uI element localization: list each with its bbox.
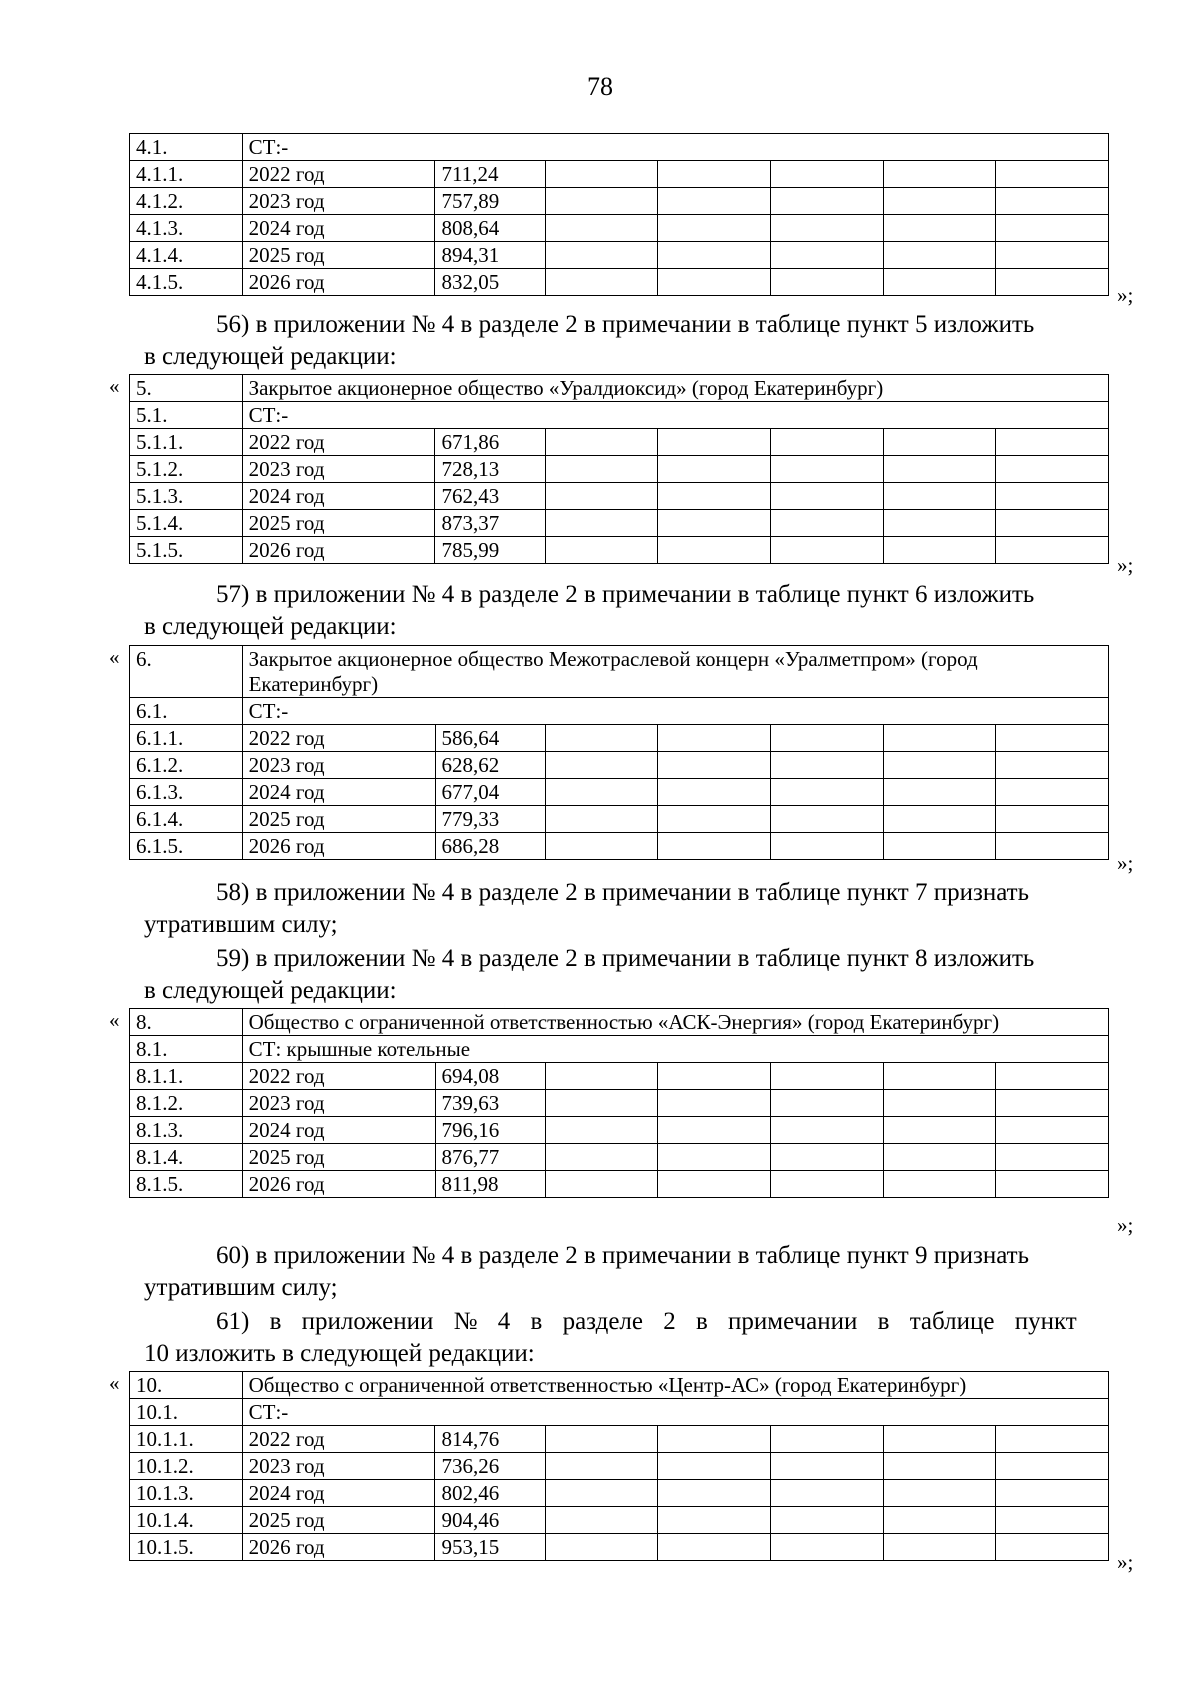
empty-cell: [771, 1144, 884, 1171]
empty-cell: [658, 725, 771, 752]
empty-cell: [883, 510, 996, 537]
empty-cell: [883, 269, 996, 296]
empty-cell: [883, 725, 996, 752]
empty-cell: [771, 1507, 884, 1534]
row-number-cell: 10.1.3.: [130, 1480, 243, 1507]
empty-cell: [771, 269, 884, 296]
empty-cell: [883, 1117, 996, 1144]
year-cell: 2024 год: [242, 1117, 435, 1144]
empty-cell: [771, 483, 884, 510]
table-item-6: [129, 645, 1109, 860]
value-cell: 894,31: [435, 242, 545, 269]
year-cell: 2022 год: [242, 161, 435, 188]
year-cell: 2024 год: [242, 215, 435, 242]
empty-cell: [545, 725, 658, 752]
empty-cell: [771, 833, 884, 860]
row-number-cell: 4.1.2.: [130, 188, 243, 215]
empty-cell: [658, 269, 771, 296]
row-number-cell: 8.1.4.: [130, 1144, 243, 1171]
empty-cell: [658, 1480, 771, 1507]
value-cell: 711,24: [435, 161, 545, 188]
empty-cell: [771, 1453, 884, 1480]
empty-cell: [996, 806, 1109, 833]
table-row: [130, 1063, 1109, 1090]
empty-cell: [545, 456, 658, 483]
value-cell: 785,99: [435, 537, 545, 564]
year-cell: 2026 год: [242, 269, 435, 296]
empty-cell: [996, 161, 1109, 188]
empty-cell: [771, 1117, 884, 1144]
empty-cell: [771, 806, 884, 833]
empty-cell: [658, 537, 771, 564]
year-cell: 2025 год: [242, 1144, 435, 1171]
year-cell: 2023 год: [242, 1090, 435, 1117]
empty-cell: [771, 1171, 884, 1198]
row-name-cell: СТ:-: [242, 402, 1108, 429]
empty-cell: [883, 779, 996, 806]
table-row: [130, 1534, 1109, 1561]
year-cell: 2025 год: [242, 242, 435, 269]
paragraph-57: [144, 579, 1144, 643]
year-cell: 2022 год: [242, 725, 435, 752]
empty-cell: [996, 510, 1109, 537]
row-number-cell: 6.: [130, 646, 243, 698]
table-row: [130, 188, 1109, 215]
year-cell: 2023 год: [242, 1453, 435, 1480]
paragraph-line: в следующей редакции:: [144, 613, 397, 640]
table-row: [130, 1399, 1109, 1426]
empty-cell: [545, 188, 658, 215]
paragraph-line: утратившим силу;: [144, 1274, 338, 1301]
year-cell: 2026 год: [242, 1171, 435, 1198]
empty-cell: [658, 1426, 771, 1453]
empty-cell: [545, 1507, 658, 1534]
value-cell: 953,15: [435, 1534, 545, 1561]
value-cell: 832,05: [435, 269, 545, 296]
closing-quote: »;: [1117, 851, 1134, 875]
table-row: [130, 1036, 1109, 1063]
value-cell: 814,76: [435, 1426, 545, 1453]
row-number-cell: 4.1.1.: [130, 161, 243, 188]
empty-cell: [658, 242, 771, 269]
empty-cell: [996, 779, 1109, 806]
empty-cell: [658, 161, 771, 188]
row-number-cell: 5.1.: [130, 402, 243, 429]
empty-cell: [996, 269, 1109, 296]
empty-cell: [883, 1063, 996, 1090]
empty-cell: [996, 1117, 1109, 1144]
empty-cell: [883, 537, 996, 564]
empty-cell: [545, 1117, 658, 1144]
row-number-cell: 6.1.2.: [130, 752, 243, 779]
empty-cell: [658, 1090, 771, 1117]
empty-cell: [771, 779, 884, 806]
empty-cell: [658, 752, 771, 779]
empty-cell: [545, 510, 658, 537]
paragraph-line: в следующей редакции:: [144, 343, 397, 370]
paragraph-59: [144, 943, 1144, 1007]
empty-cell: [883, 161, 996, 188]
empty-cell: [996, 188, 1109, 215]
row-number-cell: 5.1.1.: [130, 429, 243, 456]
empty-cell: [883, 1144, 996, 1171]
empty-cell: [658, 1117, 771, 1144]
opening-quote: «: [109, 1371, 120, 1395]
value-cell: 796,16: [435, 1117, 545, 1144]
row-number-cell: 10.: [130, 1372, 243, 1399]
year-cell: 2022 год: [242, 1063, 435, 1090]
table-row: [130, 806, 1109, 833]
row-name-cell: СТ: крышные котельные: [242, 1036, 1108, 1063]
paragraph-60: [144, 1240, 1144, 1304]
empty-cell: [883, 1426, 996, 1453]
row-name-cell: СТ:-: [242, 1399, 1108, 1426]
year-cell: 2025 год: [242, 510, 435, 537]
paragraph-line: 61) в приложении № 4 в разделе 2 в примечании в таблице пункт: [216, 1308, 1077, 1335]
table-row: [130, 1507, 1109, 1534]
empty-cell: [658, 456, 771, 483]
empty-cell: [883, 806, 996, 833]
empty-cell: [658, 1507, 771, 1534]
row-name-cell: Общество с ограниченной ответственностью «АСК-Энергия» (город Екатеринбург): [242, 1009, 1108, 1036]
value-cell: 736,26: [435, 1453, 545, 1480]
table-row: [130, 698, 1109, 725]
value-cell: 586,64: [435, 725, 545, 752]
empty-cell: [771, 752, 884, 779]
row-number-cell: 4.1.3.: [130, 215, 243, 242]
value-cell: 757,89: [435, 188, 545, 215]
empty-cell: [883, 188, 996, 215]
row-name-cell: СТ:-: [242, 698, 1108, 725]
empty-cell: [996, 483, 1109, 510]
year-cell: 2025 год: [242, 1507, 435, 1534]
year-cell: 2022 год: [242, 1426, 435, 1453]
empty-cell: [658, 483, 771, 510]
year-cell: 2024 год: [242, 779, 435, 806]
row-number-cell: 8.1.5.: [130, 1171, 243, 1198]
empty-cell: [771, 725, 884, 752]
empty-cell: [996, 752, 1109, 779]
table-item-4: [129, 133, 1109, 296]
empty-cell: [771, 456, 884, 483]
value-cell: 694,08: [435, 1063, 545, 1090]
empty-cell: [658, 1453, 771, 1480]
table-row: [130, 1480, 1109, 1507]
value-cell: 762,43: [435, 483, 545, 510]
empty-cell: [545, 215, 658, 242]
empty-cell: [771, 188, 884, 215]
opening-quote: «: [109, 1008, 120, 1032]
empty-cell: [996, 1534, 1109, 1561]
table-row: [130, 1090, 1109, 1117]
row-number-cell: 4.1.: [130, 134, 243, 161]
empty-cell: [771, 537, 884, 564]
row-number-cell: 4.1.4.: [130, 242, 243, 269]
empty-cell: [658, 806, 771, 833]
paragraph-line: 60) в приложении № 4 в разделе 2 в примечании в таблице пункт 9 признать: [216, 1242, 1029, 1269]
value-cell: 904,46: [435, 1507, 545, 1534]
empty-cell: [883, 1453, 996, 1480]
row-number-cell: 6.1.5.: [130, 833, 243, 860]
empty-cell: [545, 429, 658, 456]
empty-cell: [771, 1426, 884, 1453]
empty-cell: [658, 429, 771, 456]
empty-cell: [658, 1144, 771, 1171]
closing-quote: »;: [1117, 1550, 1134, 1574]
value-cell: 811,98: [435, 1171, 545, 1198]
table-row: [130, 1009, 1109, 1036]
empty-cell: [883, 1480, 996, 1507]
table-row: [130, 646, 1109, 698]
year-cell: 2023 год: [242, 456, 435, 483]
empty-cell: [996, 1144, 1109, 1171]
row-number-cell: 10.1.2.: [130, 1453, 243, 1480]
empty-cell: [771, 161, 884, 188]
row-number-cell: 5.1.4.: [130, 510, 243, 537]
empty-cell: [996, 537, 1109, 564]
value-cell: 686,28: [435, 833, 545, 860]
table-row: [130, 1453, 1109, 1480]
empty-cell: [996, 456, 1109, 483]
empty-cell: [883, 1171, 996, 1198]
empty-cell: [658, 510, 771, 537]
paragraph-56: [144, 309, 1144, 373]
table-row: [130, 161, 1109, 188]
empty-cell: [996, 1090, 1109, 1117]
row-number-cell: 4.1.5.: [130, 269, 243, 296]
value-cell: 808,64: [435, 215, 545, 242]
empty-cell: [545, 161, 658, 188]
empty-cell: [771, 1063, 884, 1090]
year-cell: 2024 год: [242, 1480, 435, 1507]
paragraph-58: [144, 877, 1144, 941]
row-name-cell: СТ:-: [242, 134, 1108, 161]
empty-cell: [771, 510, 884, 537]
empty-cell: [658, 188, 771, 215]
empty-cell: [996, 1426, 1109, 1453]
empty-cell: [996, 833, 1109, 860]
empty-cell: [545, 537, 658, 564]
table-row: [130, 215, 1109, 242]
table-row: [130, 1144, 1109, 1171]
table-row: [130, 725, 1109, 752]
table-row: [130, 1117, 1109, 1144]
row-number-cell: 6.1.3.: [130, 779, 243, 806]
empty-cell: [883, 483, 996, 510]
table-row: [130, 1372, 1109, 1399]
table-item-8: [129, 1008, 1109, 1198]
empty-cell: [883, 752, 996, 779]
paragraph-line: утратившим силу;: [144, 911, 338, 938]
row-number-cell: 8.1.: [130, 1036, 243, 1063]
empty-cell: [996, 1063, 1109, 1090]
empty-cell: [883, 456, 996, 483]
empty-cell: [545, 1063, 658, 1090]
empty-cell: [996, 1507, 1109, 1534]
empty-cell: [545, 1090, 658, 1117]
row-number-cell: 5.: [130, 375, 243, 402]
empty-cell: [883, 242, 996, 269]
empty-cell: [996, 242, 1109, 269]
row-name-cell: Закрытое акционерное общество Межотраслевой концерн «Уралметпром» (город Екатеринбург): [242, 646, 1108, 698]
empty-cell: [545, 269, 658, 296]
value-cell: 628,62: [435, 752, 545, 779]
row-number-cell: 10.1.: [130, 1399, 243, 1426]
row-number-cell: 10.1.1.: [130, 1426, 243, 1453]
value-cell: 671,86: [435, 429, 545, 456]
empty-cell: [658, 1171, 771, 1198]
table-row: [130, 483, 1109, 510]
table-row: [130, 1171, 1109, 1198]
table-row: [130, 510, 1109, 537]
table-row: [130, 752, 1109, 779]
row-number-cell: 5.1.3.: [130, 483, 243, 510]
empty-cell: [545, 1453, 658, 1480]
paragraph-line: в следующей редакции:: [144, 977, 397, 1004]
value-cell: 876,77: [435, 1144, 545, 1171]
row-number-cell: 6.1.1.: [130, 725, 243, 752]
empty-cell: [771, 1534, 884, 1561]
value-cell: 739,63: [435, 1090, 545, 1117]
empty-cell: [883, 429, 996, 456]
row-number-cell: 8.1.2.: [130, 1090, 243, 1117]
empty-cell: [771, 1480, 884, 1507]
paragraph-line: 57) в приложении № 4 в разделе 2 в примечании в таблице пункт 6 изложить: [216, 581, 1035, 608]
empty-cell: [771, 215, 884, 242]
table-row: [130, 779, 1109, 806]
table-item-10: [129, 1371, 1109, 1561]
row-number-cell: 8.1.1.: [130, 1063, 243, 1090]
value-cell: 677,04: [435, 779, 545, 806]
table-row: [130, 456, 1109, 483]
opening-quote: «: [109, 645, 120, 669]
row-number-cell: 6.1.4.: [130, 806, 243, 833]
table-row: [130, 429, 1109, 456]
empty-cell: [771, 1090, 884, 1117]
table-row: [130, 402, 1109, 429]
table-row: [130, 375, 1109, 402]
empty-cell: [771, 429, 884, 456]
empty-cell: [658, 215, 771, 242]
empty-cell: [883, 1534, 996, 1561]
paragraph-line: 58) в приложении № 4 в разделе 2 в примечании в таблице пункт 7 признать: [216, 879, 1029, 906]
opening-quote: «: [109, 374, 120, 398]
paragraph-line: 56) в приложении № 4 в разделе 2 в примечании в таблице пункт 5 изложить: [216, 311, 1035, 338]
value-cell: 873,37: [435, 510, 545, 537]
empty-cell: [996, 429, 1109, 456]
paragraph-line: 59) в приложении № 4 в разделе 2 в примечании в таблице пункт 8 изложить: [216, 945, 1035, 972]
empty-cell: [545, 833, 658, 860]
empty-cell: [545, 1171, 658, 1198]
paragraph-61: [144, 1306, 1144, 1370]
row-number-cell: 10.1.5.: [130, 1534, 243, 1561]
empty-cell: [658, 779, 771, 806]
row-number-cell: 10.1.4.: [130, 1507, 243, 1534]
empty-cell: [883, 215, 996, 242]
table-row: [130, 537, 1109, 564]
year-cell: 2022 год: [242, 429, 435, 456]
empty-cell: [545, 1426, 658, 1453]
empty-cell: [996, 1453, 1109, 1480]
empty-cell: [545, 483, 658, 510]
table-row: [130, 134, 1109, 161]
year-cell: 2026 год: [242, 1534, 435, 1561]
empty-cell: [545, 1480, 658, 1507]
empty-cell: [658, 833, 771, 860]
year-cell: 2023 год: [242, 752, 435, 779]
empty-cell: [545, 1144, 658, 1171]
empty-cell: [545, 752, 658, 779]
empty-cell: [658, 1063, 771, 1090]
table-row: [130, 1426, 1109, 1453]
empty-cell: [545, 806, 658, 833]
value-cell: 802,46: [435, 1480, 545, 1507]
empty-cell: [771, 242, 884, 269]
paragraph-line: 10 изложить в следующей редакции:: [144, 1340, 535, 1367]
row-name-cell: Закрытое акционерное общество «Уралдиоксид» (город Екатеринбург): [242, 375, 1108, 402]
year-cell: 2026 год: [242, 833, 435, 860]
row-number-cell: 5.1.2.: [130, 456, 243, 483]
table-row: [130, 242, 1109, 269]
row-number-cell: 8.: [130, 1009, 243, 1036]
empty-cell: [545, 779, 658, 806]
empty-cell: [883, 833, 996, 860]
empty-cell: [996, 1480, 1109, 1507]
row-number-cell: 6.1.: [130, 698, 243, 725]
year-cell: 2024 год: [242, 483, 435, 510]
empty-cell: [545, 1534, 658, 1561]
row-number-cell: 8.1.3.: [130, 1117, 243, 1144]
table-item-5: [129, 374, 1109, 564]
empty-cell: [996, 725, 1109, 752]
row-name-cell: Общество с ограниченной ответственностью «Центр-АС» (город Екатеринбург): [242, 1372, 1108, 1399]
page-number: 78: [587, 72, 613, 101]
value-cell: 779,33: [435, 806, 545, 833]
empty-cell: [996, 215, 1109, 242]
closing-quote: »;: [1117, 283, 1134, 307]
table-row: [130, 269, 1109, 296]
closing-quote: »;: [1117, 1213, 1134, 1237]
closing-quote: »;: [1117, 553, 1134, 577]
empty-cell: [545, 242, 658, 269]
empty-cell: [996, 1171, 1109, 1198]
table-row: [130, 833, 1109, 860]
year-cell: 2025 год: [242, 806, 435, 833]
empty-cell: [883, 1507, 996, 1534]
year-cell: 2023 год: [242, 188, 435, 215]
empty-cell: [883, 1090, 996, 1117]
value-cell: 728,13: [435, 456, 545, 483]
row-number-cell: 5.1.5.: [130, 537, 243, 564]
empty-cell: [658, 1534, 771, 1561]
year-cell: 2026 год: [242, 537, 435, 564]
